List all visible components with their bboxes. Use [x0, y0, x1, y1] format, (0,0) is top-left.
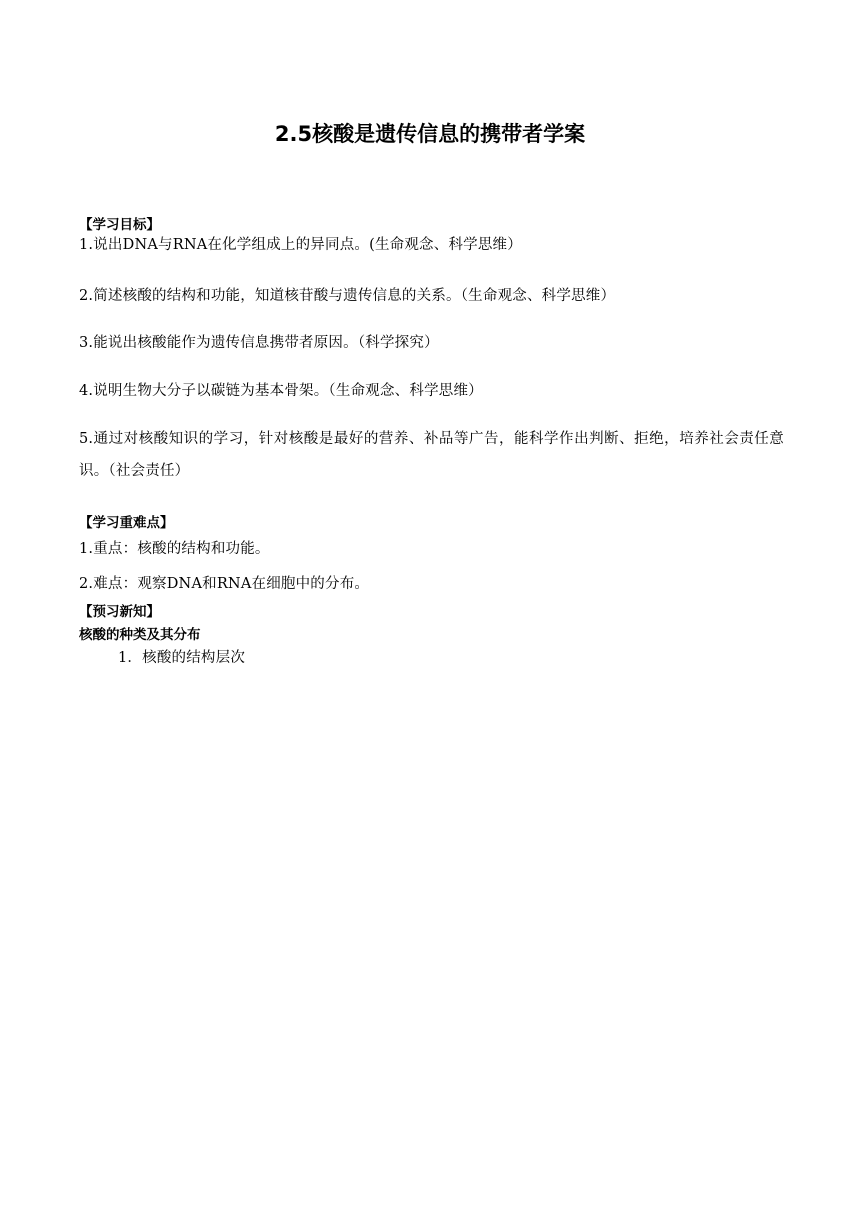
objective-item-2: 2.简述核酸的结构和功能，知道核苷酸与遗传信息的关系。（生命观念、科学思维） [79, 288, 616, 304]
key-point-item-2: 2.难点：观察DNA和RNA在细胞中的分布。 [79, 576, 370, 592]
key-points-heading: 【学习重难点】 [79, 515, 174, 531]
preview-heading: 【预习新知】 [79, 604, 160, 620]
key-point-item-1: 1.重点：核酸的结构和功能。 [79, 541, 270, 557]
preview-subheading: 核酸的种类及其分布 [79, 627, 201, 643]
objective-item-3: 3.能说出核酸能作为遗传信息携带者原因。（科学探究） [79, 335, 439, 351]
objectives-heading: 【学习目标】 [79, 217, 160, 233]
preview-list-item: 1．核酸的结构层次 [118, 650, 246, 666]
objective-item-4: 4.说明生物大分子以碳链为基本骨架。（生命观念、科学思维） [79, 383, 483, 399]
page-title: 2.5核酸是遗传信息的携带者学案 [274, 122, 586, 146]
objective-item-1: 1.说出DNA与RNA在化学组成上的异同点。(生命观念、科学思维） [79, 237, 522, 253]
objective-item-5: 5.通过对核酸知识的学习，针对核酸是最好的营养、补品等广告，能科学作出判断、拒绝，培养社会责任意识。（社会责任） [79, 431, 784, 479]
